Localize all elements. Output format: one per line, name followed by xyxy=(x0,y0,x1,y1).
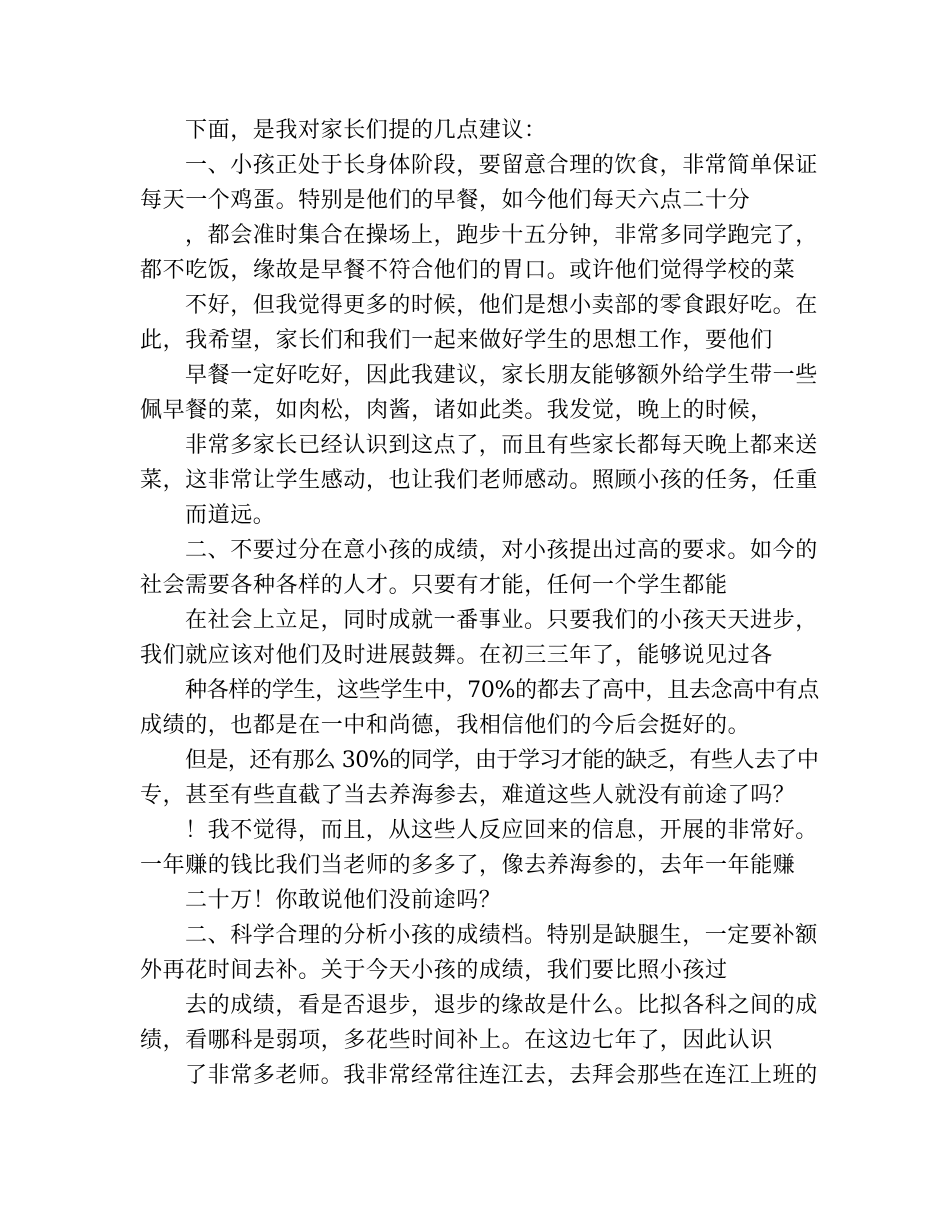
text-line: 专，甚至有些直截了当去养海参去，难道这些人就没有前途了吗？ xyxy=(140,783,796,808)
text-line: 佩早餐的菜，如肉松，肉酱，诸如此类。我发觉，晚上的时候， xyxy=(140,398,773,423)
text-line: ！我不觉得，而且，从这些人反应回来的信息，开展的非常好。 xyxy=(185,818,818,843)
text-line: 早餐一定好吃好，因此我建议，家长朋友能够额外给学生带一些 xyxy=(185,363,818,388)
text-line: 社会需要各种各样的人才。只要有才能，任何一个学生都能 xyxy=(140,573,728,598)
text-line: 二、科学合理的分析小孩的成绩档。特别是缺腿生，一定要补额 xyxy=(185,923,818,948)
text-line: 外再花时间去补。关于今天小孩的成绩，我们要比照小孩过 xyxy=(140,958,728,983)
text-line: 但是，还有那么 30%的同学，由于学习才能的缺乏，有些人去了中 xyxy=(185,748,819,773)
text-line: 二、不要过分在意小孩的成绩，对小孩提出过高的要求。如今的 xyxy=(185,538,818,563)
text-line: 了非常多老师。我非常经常往连江去，去拜会那些在连江上班的 xyxy=(185,1063,818,1088)
text-line: 每天一个鸡蛋。特别是他们的早餐，如今他们每天六点二十分 xyxy=(140,188,751,213)
text-line: 非常多家长已经认识到这点了，而且有些家长都每天晚上都来送 xyxy=(185,433,818,458)
text-line: 都不吃饭，缘故是早餐不符合他们的胃口。或许他们觉得学校的菜 xyxy=(140,258,796,283)
text-line: 种各样的学生，这些学生中，70%的都去了高中，且去念高中有点 xyxy=(185,678,820,703)
text-line: 二十万！你敢说他们没前途吗？ xyxy=(185,888,502,913)
text-line: 菜，这非常让学生感动，也让我们老师感动。照顾小孩的任务，任重 xyxy=(140,468,819,493)
text-line: ，都会准时集合在操场上，跑步十五分钟，非常多同学跑完了， xyxy=(185,223,818,248)
text-line: 而道远。 xyxy=(185,503,276,528)
text-line: 下面，是我对家长们提的几点建议： xyxy=(185,118,547,143)
text-line: 我们就应该对他们及时进展鼓舞。在初三三年了，能够说见过各 xyxy=(140,643,773,668)
text-line: 一年赚的钱比我们当老师的多多了，像去养海参的，去年一年能赚 xyxy=(140,853,796,878)
text-line: 一、小孩正处于长身体阶段，要留意合理的饮食，非常简单保证 xyxy=(185,153,818,178)
text-line: 此，我希望，家长们和我们一起来做好学生的思想工作，要他们 xyxy=(140,328,773,353)
text-line: 成绩的，也都是在一中和尚德，我相信他们的今后会挺好的。 xyxy=(140,713,751,738)
text-line: 在社会上立足，同时成就一番事业。只要我们的小孩天天进步， xyxy=(185,608,818,633)
text-line: 绩，看哪科是弱项，多花些时间补上。在这边七年了，因此认识 xyxy=(140,1028,773,1053)
text-line: 去的成绩，看是否退步，退步的缘故是什么。比拟各科之间的成 xyxy=(185,993,818,1018)
text-line: 不好，但我觉得更多的时候，他们是想小卖部的零食跟好吃。在 xyxy=(185,293,818,318)
